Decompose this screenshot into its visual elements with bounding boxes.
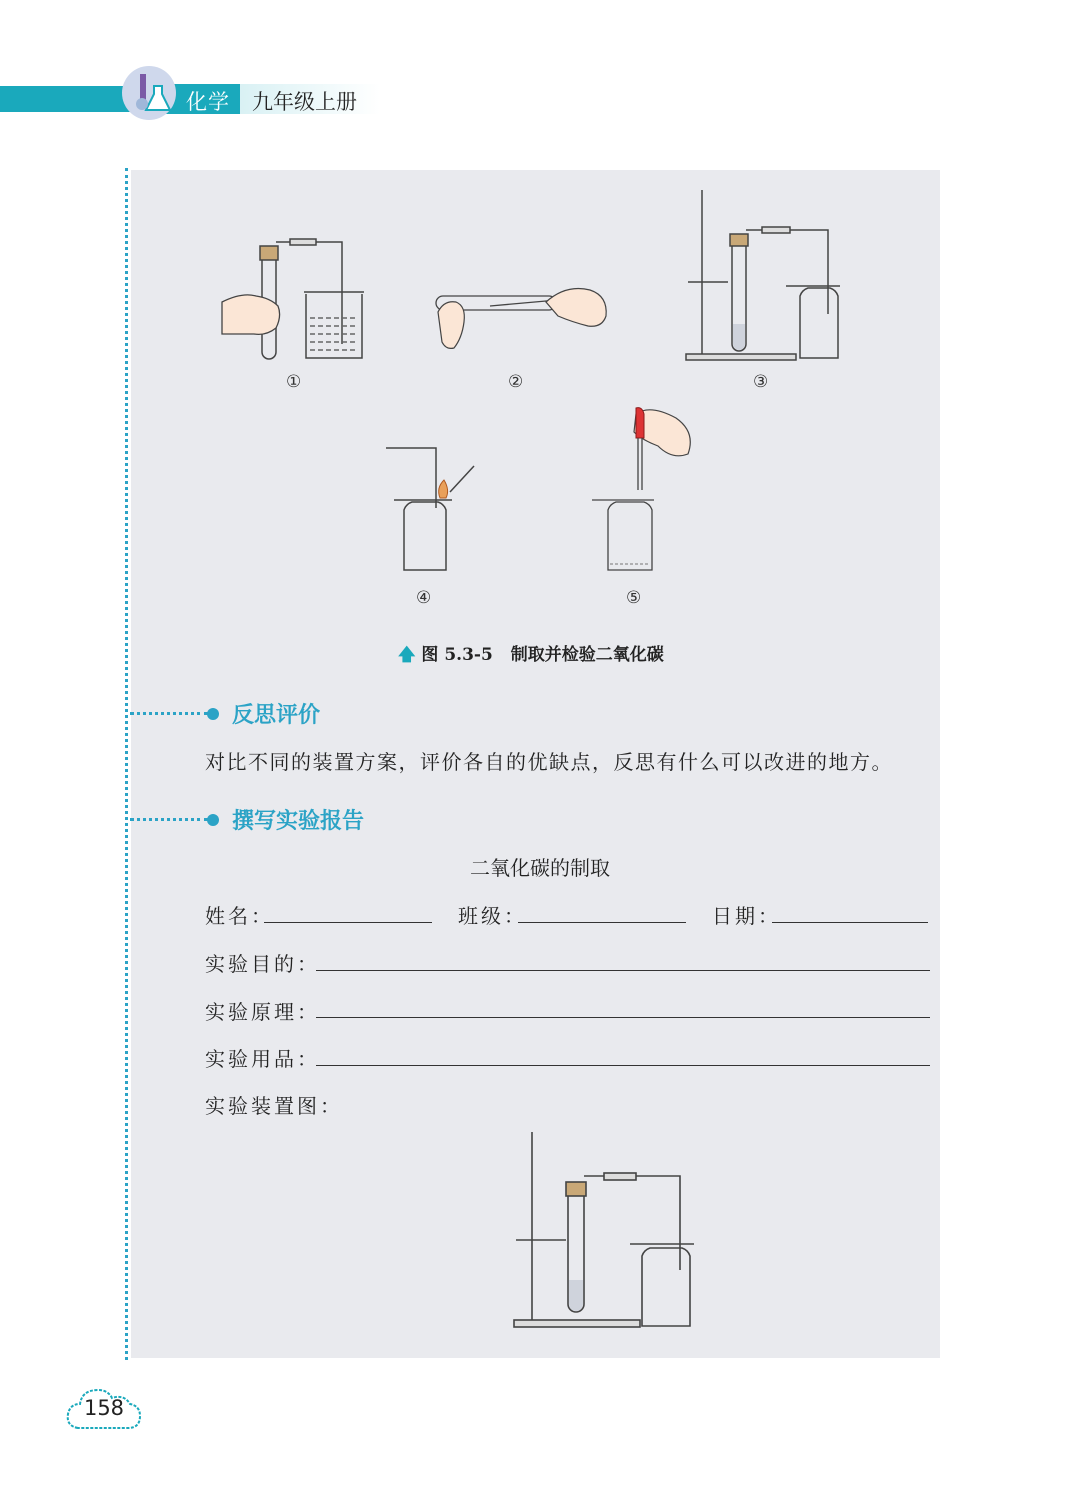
illustration-dropper-test (588, 404, 696, 578)
purpose-label: 实验目的： (205, 952, 320, 976)
purpose-field[interactable] (316, 970, 930, 971)
report-bullet-icon (207, 814, 219, 826)
materials-label: 实验用品： (205, 1047, 320, 1071)
report-form-title: 二氧化碳的制取 (470, 856, 610, 880)
flask-logo-icon (120, 64, 178, 122)
report-heading: 撰写实验报告 (232, 809, 365, 834)
materials-field[interactable] (316, 1065, 930, 1066)
illustration-collecting-test (384, 444, 480, 578)
illustration-airtightness-check (218, 232, 370, 364)
name-field[interactable] (264, 922, 432, 923)
figure-label-4: ④ (416, 588, 432, 608)
figure-label-3: ③ (753, 372, 769, 392)
figure-caption-text: 制取并检验二氧化碳 (510, 645, 664, 665)
principle-field[interactable] (316, 1017, 930, 1018)
reflection-leader-dots (130, 712, 208, 715)
header-bar (0, 86, 132, 112)
figure-label-1: ① (286, 372, 302, 392)
page-number: 158 (83, 1396, 125, 1420)
header-subject: 化学 (186, 90, 230, 114)
principle-label: 实验原理： (205, 1000, 320, 1024)
figure-label-5: ⑤ (626, 588, 642, 608)
caption-arrow-icon: 🡅 (398, 645, 416, 665)
name-label: 姓名： (205, 904, 274, 928)
margin-dotted-line (125, 168, 128, 1360)
header-book-title: 九年级上册 (252, 90, 357, 114)
reflection-text: 对比不同的装置方案，评价各自的优缺点，反思有什么可以改进的地方。 (205, 750, 893, 774)
reflection-heading: 反思评价 (232, 703, 321, 728)
report-leader-dots (130, 818, 208, 821)
illustration-generation-apparatus (684, 188, 844, 364)
illustration-adding-solid (430, 282, 612, 352)
class-field[interactable] (518, 922, 686, 923)
apparatus-label: 实验装置图： (205, 1094, 343, 1118)
date-label: 日期： (712, 904, 781, 928)
figure-number: 图 5.3-5 (421, 645, 493, 665)
figure-caption (398, 640, 664, 671)
reflection-bullet-icon (207, 708, 219, 720)
date-field[interactable] (772, 922, 928, 923)
figure-label-2: ② (508, 372, 524, 392)
class-label: 班级： (458, 904, 527, 928)
illustration-report-apparatus (512, 1128, 698, 1332)
